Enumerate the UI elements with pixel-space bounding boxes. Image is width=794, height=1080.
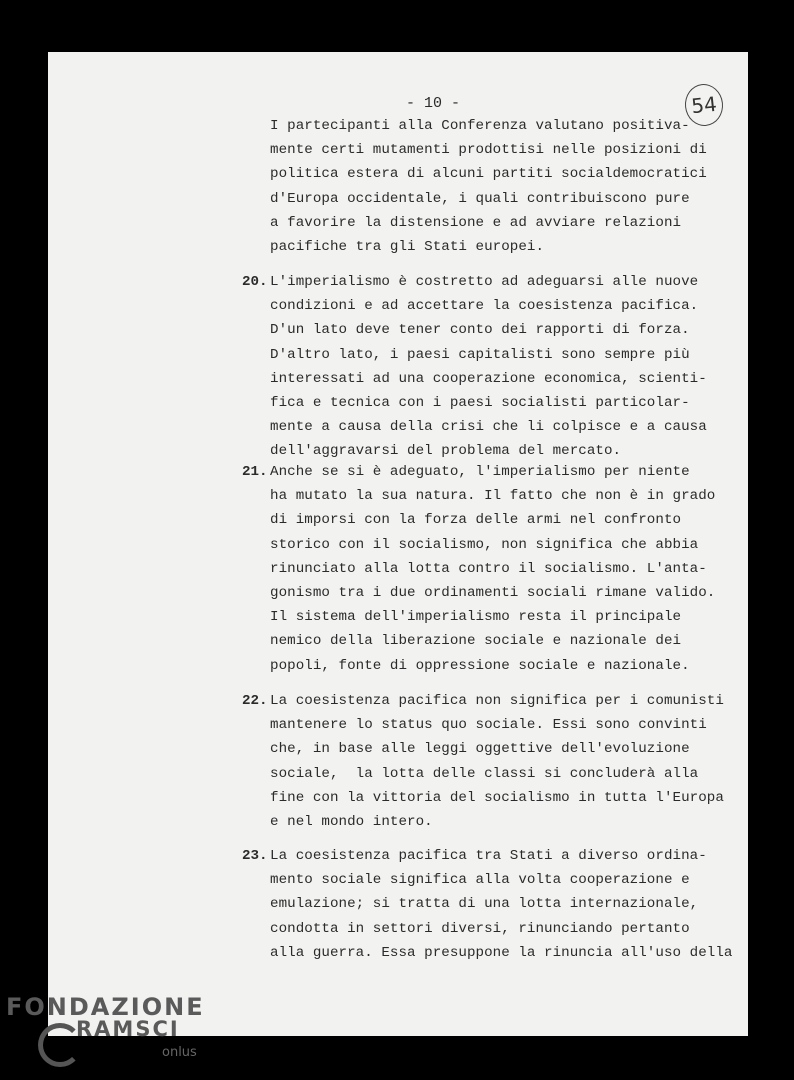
- text-line: mento sociale significa alla volta cooperazione e: [270, 872, 690, 889]
- archive-number-mark: 54: [683, 82, 725, 128]
- text-line: Il sistema dell'imperialismo resta il principale: [270, 609, 682, 626]
- text-line: gonismo tra i due ordinamenti sociali rimane valido.: [270, 585, 716, 601]
- text-line: alla guerra. Essa presuppone la rinuncia all'uso della: [270, 944, 733, 961]
- text-line: mantenere lo status quo sociale. Essi sono convinti: [270, 717, 707, 734]
- text-line: a favorire la distensione e ad avviare relazioni: [270, 214, 682, 231]
- text-line: d'Europa occidentale, i quali contribuiscono pure: [270, 190, 690, 207]
- text-line: mente certi mutamenti prodottisi nelle posizioni di: [270, 142, 707, 159]
- text-line: L'imperialismo è costretto ad adeguarsi alle nuove: [270, 274, 699, 290]
- page-number: - 10 -: [406, 95, 461, 112]
- fondazione-gramsci-watermark: [6, 993, 206, 1073]
- paragraph-number: 21.: [242, 464, 268, 480]
- paragraph-number: 22.: [242, 693, 268, 709]
- text-line: I partecipanti alla Conferenza valutano positiva-: [270, 118, 690, 134]
- text-line: storico con il socialismo, non significa che abbia: [270, 536, 699, 553]
- text-line: rinunciato alla lotta contro il socialismo. L'anta-: [270, 560, 707, 577]
- text-line: di imporsi con la forza delle armi nel confronto: [270, 512, 682, 529]
- text-line: mente a causa della crisi che li colpisce e a causa: [270, 419, 707, 436]
- text-line: condizioni e ad accettare la coesistenza pacifica.: [270, 298, 699, 315]
- text-line: fica e tecnica con i paesi socialisti particolar-: [270, 395, 690, 411]
- text-line: che, in base alle leggi oggettive dell'evoluzione: [270, 741, 690, 758]
- text-line: sociale, la lotta delle classi si concluderà alla: [270, 765, 699, 782]
- text-line: ha mutato la sua natura. Il fatto che non è in grado: [270, 488, 716, 505]
- text-line: D'un lato deve tener conto dei rapporti di forza.: [270, 322, 690, 339]
- watermark-line2: RAMSCI: [76, 1017, 180, 1041]
- paragraph-number: 20.: [242, 274, 268, 290]
- text-line: popoli, fonte di oppressione sociale e nazionale.: [270, 657, 690, 674]
- text-line: Anche se si è adeguato, l'imperialismo per niente: [270, 464, 690, 480]
- typed-page: [48, 52, 748, 1036]
- text-line: emulazione; si tratta di una lotta internazionale,: [270, 896, 699, 913]
- text-line: pacifiche tra gli Stati europei.: [270, 239, 545, 255]
- text-line: condotta in settori diversi, rinunciando pertanto: [270, 920, 690, 937]
- text-line: La coesistenza pacifica tra Stati a diverso ordina-: [270, 848, 707, 864]
- text-line: D'altro lato, i paesi capitalisti sono sempre più: [270, 346, 690, 363]
- text-line: nemico della liberazione sociale e nazionale dei: [270, 633, 682, 650]
- watermark-line1: FONDAZIONE: [6, 993, 205, 1021]
- text-line: e nel mondo intero.: [270, 814, 433, 830]
- text-line: politica estera di alcuni partiti socialdemocratici: [270, 166, 707, 183]
- text-line: La coesistenza pacifica non significa per i comunisti: [270, 693, 724, 709]
- text-line: dell'aggravarsi del problema del mercato.: [270, 443, 622, 460]
- watermark-suffix: onlus: [162, 1045, 197, 1060]
- paragraph-number: 23.: [242, 848, 268, 864]
- text-line: interessati ad una cooperazione economica, scienti-: [270, 370, 707, 387]
- text-line: fine con la vittoria del socialismo in tutta l'Europa: [270, 789, 724, 806]
